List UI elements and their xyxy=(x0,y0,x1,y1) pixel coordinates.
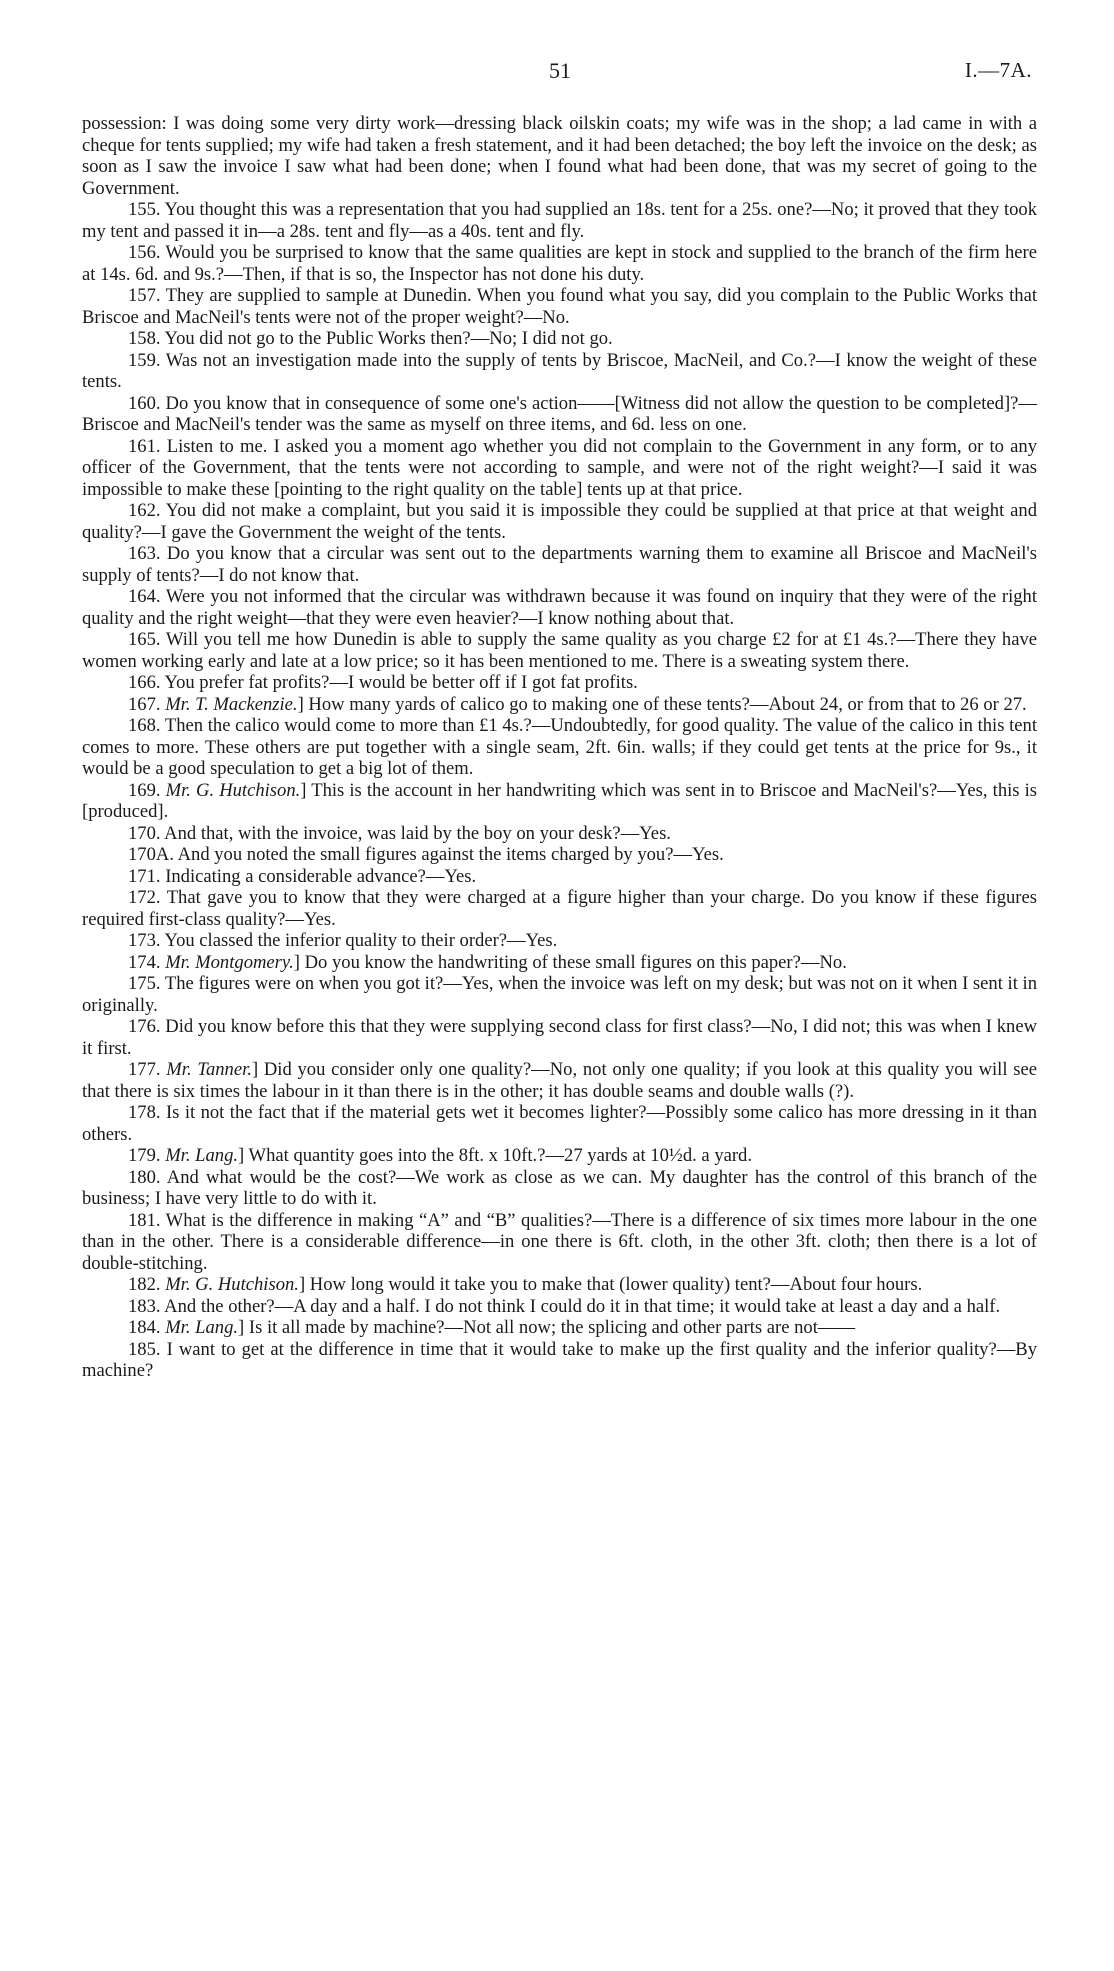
question-number: 174. xyxy=(128,951,166,973)
speaker-name: Mr. G. Hutchison. xyxy=(165,1274,299,1295)
paragraph xyxy=(82,866,1037,888)
page-header xyxy=(80,58,1040,88)
speaker-name: Mr. G. Hutchison. xyxy=(165,779,301,801)
speaker-name: Mr. Lang. xyxy=(165,1317,239,1338)
paragraph xyxy=(82,1274,1037,1296)
paragraph-text: 162. You did not make a complaint, but you said it is impossible they could be supplied at that price at that weight and quality?—I gave the Government the weight of the tents. xyxy=(82,500,1037,543)
paragraph xyxy=(82,199,1037,242)
paragraph-text: 168. Then the calico would come to more than £1 4s.?—Undoubtedly, for good quality. The value of the calico in this tent comes to more. These others are put together with a single seam, 2ft. 6in. walls; if they could get tents at the price for 9s., it would be a good speculation to get a big lot of them. xyxy=(82,715,1037,779)
paragraph xyxy=(82,328,1037,350)
paragraph-text: 165. Will you tell me how Dunedin is able to supply the same quality as you charge £2 for at £1 4s.?—There they have women working early and late at a low price; so it has been mentioned to me. There is a sweating system there. xyxy=(82,629,1037,672)
paragraph-text: 172. That gave you to know that they were charged at a figure higher than your charge. Do you know if these figures required first-class quality?—Yes. xyxy=(82,887,1037,930)
paragraph xyxy=(82,930,1037,952)
paragraph-text: 181. What is the difference in making “A” and “B” qualities?—There is a difference of six times more labour in the one than in the other. There is a considerable difference—in one there is 6ft. cloth, in the other 3ft. cloth; then there is a lot of double-stitching. xyxy=(82,1209,1037,1274)
paragraph-text: 175. The figures were on when you got it?—Yes, when the invoice was left on my desk; but was not on it when I sent it in originally. xyxy=(82,973,1037,1016)
paragraph xyxy=(82,694,1037,716)
paragraph xyxy=(82,586,1037,629)
question-number: 169. xyxy=(128,779,166,801)
paragraph-text: ] Is it all made by machine?—Not all now; the splicing and other parts are not—— xyxy=(238,1317,856,1338)
series-code: I.—7A. xyxy=(964,58,1032,82)
paragraph-text: ] This is the account in her handwriting which was sent in to Briscoe and MacNeil's?—Yes, this is [produced]. xyxy=(82,779,1038,822)
paragraph-text: 158. You did not go to the Public Works then?—No; I did not go. xyxy=(128,328,613,349)
paragraph-text: 170A. And you noted the small figures against the items charged by you?—Yes. xyxy=(128,844,724,865)
paragraph xyxy=(82,1167,1037,1210)
paragraph-text: 163. Do you know that a circular was sent out to the departments warning them to examine all Briscoe and MacNeil's supply of tents?—I do not know that. xyxy=(82,543,1037,586)
paragraph-text: 161. Listen to me. I asked you a moment ago whether you did not complain to the Government in any form, or to any officer of the Government, that the tents were not according to sample, and were not of the right weight?—I said it was impossible to make these [pointing to the right quality on the table] tents up at that price. xyxy=(82,435,1037,500)
paragraph xyxy=(82,1145,1037,1167)
page-number: 51 xyxy=(549,58,571,83)
paragraph-text: 173. You classed the inferior quality to their order?—Yes. xyxy=(128,930,558,951)
paragraph xyxy=(82,1210,1037,1275)
paragraph xyxy=(82,543,1037,586)
paragraph xyxy=(82,1296,1037,1318)
paragraph xyxy=(82,887,1037,930)
paragraph-text: 185. I want to get at the difference in time that it would take to make up the first quality and the inferior quality?—By machine? xyxy=(82,1338,1037,1381)
paragraph-text: 156. Would you be surprised to know that the same qualities are kept in stock and supplied to the branch of the firm here at 14s. 6d. and 9s.?—Then, if that is so, the Inspector has not done his duty. xyxy=(82,242,1037,285)
speaker-name: Mr. Montgomery. xyxy=(165,951,294,973)
question-number: 177. xyxy=(128,1059,167,1080)
paragraph xyxy=(82,242,1037,285)
paragraph-text: 164. Were you not informed that the circular was withdrawn because it was found on inquiry that they were of the right quality and the right weight—that they were even heavier?—I know nothing about that. xyxy=(82,586,1037,629)
paragraph-text: 157. They are supplied to sample at Dunedin. When you found what you say, did you complain to the Public Works that Briscoe and MacNeil's tents were not of the proper weight?—No. xyxy=(82,285,1037,328)
question-number: 184. xyxy=(128,1317,166,1338)
paragraph-text: 159. Was not an investigation made into the supply of tents by Briscoe, MacNeil, and Co.?—I know the weight of these tents. xyxy=(82,349,1037,392)
paragraph-text: 178. Is it not the fact that if the material gets wet it becomes lighter?—Possibly some calico has more dressing in it than others. xyxy=(82,1102,1037,1145)
paragraph xyxy=(82,500,1037,543)
paragraph xyxy=(82,672,1037,694)
paragraph xyxy=(82,436,1037,501)
paragraph-text: 180. And what would be the cost?—We work as close as we can. My daughter has the control of this branch of the business; I have very little to do with it. xyxy=(82,1166,1037,1209)
question-number: 167. xyxy=(128,693,166,715)
speaker-name: Mr. T. Mackenzie. xyxy=(165,693,298,715)
speaker-name: Mr. Lang. xyxy=(165,1145,239,1166)
paragraph-text: ] How long would it take you to make that (lower quality) tent?—About four hours. xyxy=(298,1274,923,1295)
paragraph-text: 176. Did you know before this that they were supplying second class for first class?—No, I did not; this was when I knew it first. xyxy=(82,1016,1037,1059)
paragraph-text: ] Do you know the handwriting of these small figures on this paper?—No. xyxy=(293,951,847,973)
paragraph-text: 170. And that, with the invoice, was laid by the boy on your desk?—Yes. xyxy=(128,822,671,844)
paragraph xyxy=(82,1339,1037,1382)
paragraph xyxy=(82,1059,1037,1102)
paragraph-text: ] What quantity goes into the 8ft. x 10ft.?—27 yards at 10½d. a yard. xyxy=(238,1145,753,1166)
body-text xyxy=(82,113,1037,1382)
paragraph-text: 183. And the other?—A day and a half. I do not think I could do it in that time; it would take at least a day and a half. xyxy=(128,1295,1001,1317)
paragraph xyxy=(82,1016,1037,1059)
paragraph xyxy=(82,780,1037,823)
paragraph xyxy=(82,715,1037,780)
paragraph xyxy=(82,973,1037,1016)
question-number: 179. xyxy=(128,1145,166,1166)
paragraph xyxy=(82,1102,1037,1145)
paragraph xyxy=(82,823,1037,845)
paragraph-text: 155. You thought this was a representation that you had supplied an 18s. tent for a 25s. one?—No; it proved that they took my tent and passed it in—a 28s. tent and fly—as a 40s. tent and fly. xyxy=(82,199,1037,242)
paragraph xyxy=(82,285,1037,328)
paragraph xyxy=(82,629,1037,672)
paragraph-text: 160. Do you know that in consequence of some one's action——[Witness did not allow the question to be completed]?—Briscoe and MacNeil's tender was the same as myself on three items, and 6d. less on one. xyxy=(82,392,1037,435)
question-number: 182. xyxy=(128,1274,166,1295)
paragraph-text: possession: I was doing some very dirty work—dressing black oilskin coats; my wife was in the shop; a lad came in with a cheque for tents supplied; my wife had taken a fresh statement, and it had been detached; the boy left the invoice on the desk; as soon as I saw the invoice I saw what had been done; when I found what had been done, that was my secret of going to the Government. xyxy=(82,113,1037,199)
paragraph xyxy=(82,952,1037,974)
paragraph xyxy=(82,350,1037,393)
paragraph-text: ] Did you consider only one quality?—No, not only one quality; if you look at this quality you will see that there is six times the labour in it than there is in the other; it has double seams and double walls (?). xyxy=(82,1059,1037,1102)
paragraph xyxy=(82,393,1037,436)
paragraph xyxy=(82,1317,1037,1339)
paragraph-text: ] How many yards of calico go to making one of these tents?—About 24, or from that to 26 or 27. xyxy=(297,693,1027,715)
paragraph xyxy=(82,844,1037,866)
paragraph xyxy=(82,113,1037,199)
paragraph-text: 171. Indicating a considerable advance?—Yes. xyxy=(128,865,477,887)
speaker-name: Mr. Tanner. xyxy=(166,1059,252,1080)
paragraph-text: 166. You prefer fat profits?—I would be better off if I got fat profits. xyxy=(128,672,638,693)
